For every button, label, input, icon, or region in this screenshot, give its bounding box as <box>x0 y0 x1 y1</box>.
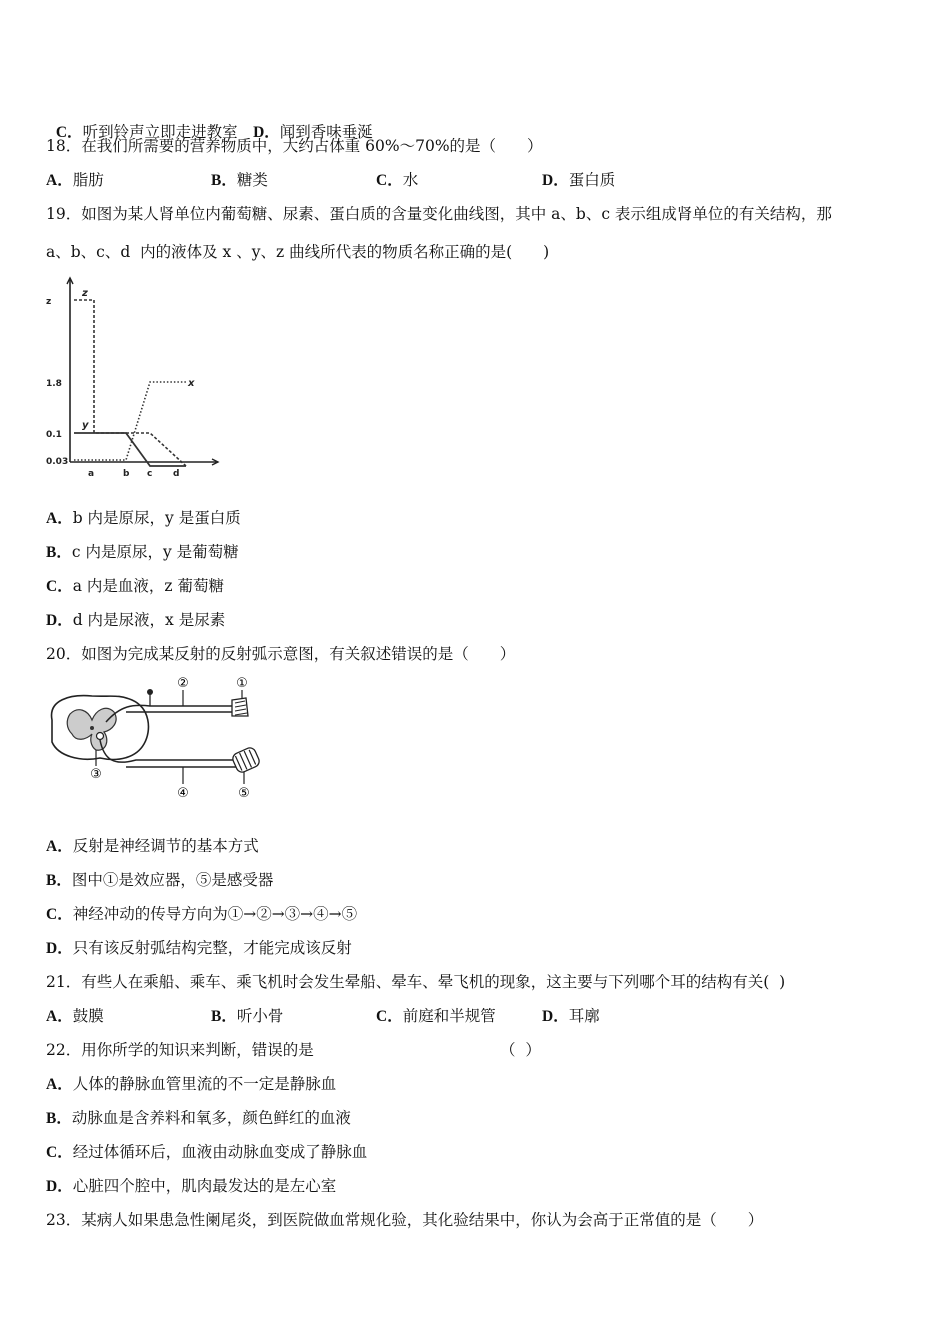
q19-option-a: A．b 内是原尿，y 是蛋白质 <box>46 509 241 527</box>
q22-option-c: C．经过体循环后，血液由动脉血变成了静脉血 <box>46 1143 368 1161</box>
q20-stem: 20．如图为完成某反射的反射弧示意图，有关叙述错误的是（ ） <box>46 645 516 663</box>
label-4: ④ <box>177 786 189 801</box>
chart-axes <box>67 278 218 465</box>
q21-option-a: A．鼓膜 <box>46 1007 104 1025</box>
q19-stem-line1: 19．如图为某人肾单位内葡萄糖、尿素、蛋白质的含量变化曲线图，其中 a、b、c 表示组成肾单位的有关结构，那 <box>46 205 832 223</box>
label-2: ② <box>177 676 189 691</box>
interneuron-body <box>97 733 104 740</box>
q22-option-b: B．动脉血是含养料和氧多，颜色鲜红的血液 <box>46 1109 351 1127</box>
q22-stem: 22．用你所学的知识来判断，错误的是 <box>46 1041 314 1059</box>
q20-option-a: A．反射是神经调节的基本方式 <box>46 837 259 855</box>
q21-option-b: B．听小骨 <box>211 1007 284 1025</box>
series-label: y <box>82 420 89 431</box>
q17-options-cd: C．听到铃声立即走进教室 D．闻到香味垂涎 <box>55 123 373 141</box>
chart-labels <box>46 288 195 479</box>
chart-series <box>74 300 186 466</box>
q19-option-b: B．c 内是原尿，y 是葡萄糖 <box>46 543 239 561</box>
q18-option-c: C．水 <box>376 171 419 189</box>
x-tick-label: d <box>173 469 180 479</box>
y-tick-label: 0.03 <box>46 457 69 467</box>
dorsal-root-ganglion <box>147 689 153 695</box>
q22-option-d: D．心脏四个腔中，肌肉最发达的是左心室 <box>46 1177 337 1195</box>
q21-option-c: C．前庭和半规管 <box>376 1007 496 1025</box>
q19-option-d: D．d 内是尿液，x 是尿素 <box>46 611 226 629</box>
series-line-x <box>74 382 186 460</box>
q18-option-a: A．脂肪 <box>46 171 104 189</box>
label-1: ① <box>236 676 248 691</box>
x-tick-label: a <box>88 469 95 479</box>
y-tick-label: 0.1 <box>46 430 62 440</box>
y-tick-label: 1.8 <box>46 379 62 389</box>
x-tick-label: c <box>147 469 153 479</box>
effector-muscle <box>231 746 261 774</box>
x-tick-label: b <box>123 469 130 479</box>
afferent-nerve <box>106 705 232 722</box>
q21-stem: 21．有些人在乘船、乘车、乘飞机时会发生晕船、晕车、晕飞机的现象，这主要与下列哪个耳的结构有关( ) <box>46 973 786 991</box>
label-3: ③ <box>90 767 102 782</box>
y-tick-label: z <box>46 297 52 307</box>
q20-option-b: B．图中①是效应器，⑤是感受器 <box>46 871 274 889</box>
q18-stem: 18．在我们所需要的营养物质中，大约占体重 60%～70%的是（ ） <box>46 137 543 155</box>
series-line-z <box>74 300 186 466</box>
q22-answer-paren: （ ） <box>500 1041 541 1059</box>
label-5: ⑤ <box>238 786 250 801</box>
q18-option-d: D．蛋白质 <box>542 171 616 189</box>
series-label: x <box>188 378 195 389</box>
reflex-arc-diagram <box>40 672 270 807</box>
q19-stem-line2: a、b、c、d 内的液体及 x 、y、z 曲线所代表的物质名称正确的是( ) <box>46 243 550 261</box>
q22-option-a: A．人体的静脉血管里流的不一定是静脉血 <box>46 1075 337 1093</box>
q20-option-c: C．神经冲动的传导方向为①→②→③→④→⑤ <box>46 905 358 923</box>
series-label: z <box>82 288 88 299</box>
q21-option-d: D．耳廓 <box>542 1007 600 1025</box>
q20-option-d: D．只有该反射弧结构完整，才能完成该反射 <box>46 939 352 957</box>
q19-option-c: C．a 内是血液，z 葡萄糖 <box>46 577 224 595</box>
q19-chart <box>40 270 230 485</box>
q18-option-b: B．糖类 <box>211 171 268 189</box>
q23-stem: 23．某病人如果患急性阑尾炎，到医院做血常规化验，其化验结果中，你认为会高于正常值的是（ ） <box>46 1211 764 1229</box>
central-canal <box>90 726 94 730</box>
